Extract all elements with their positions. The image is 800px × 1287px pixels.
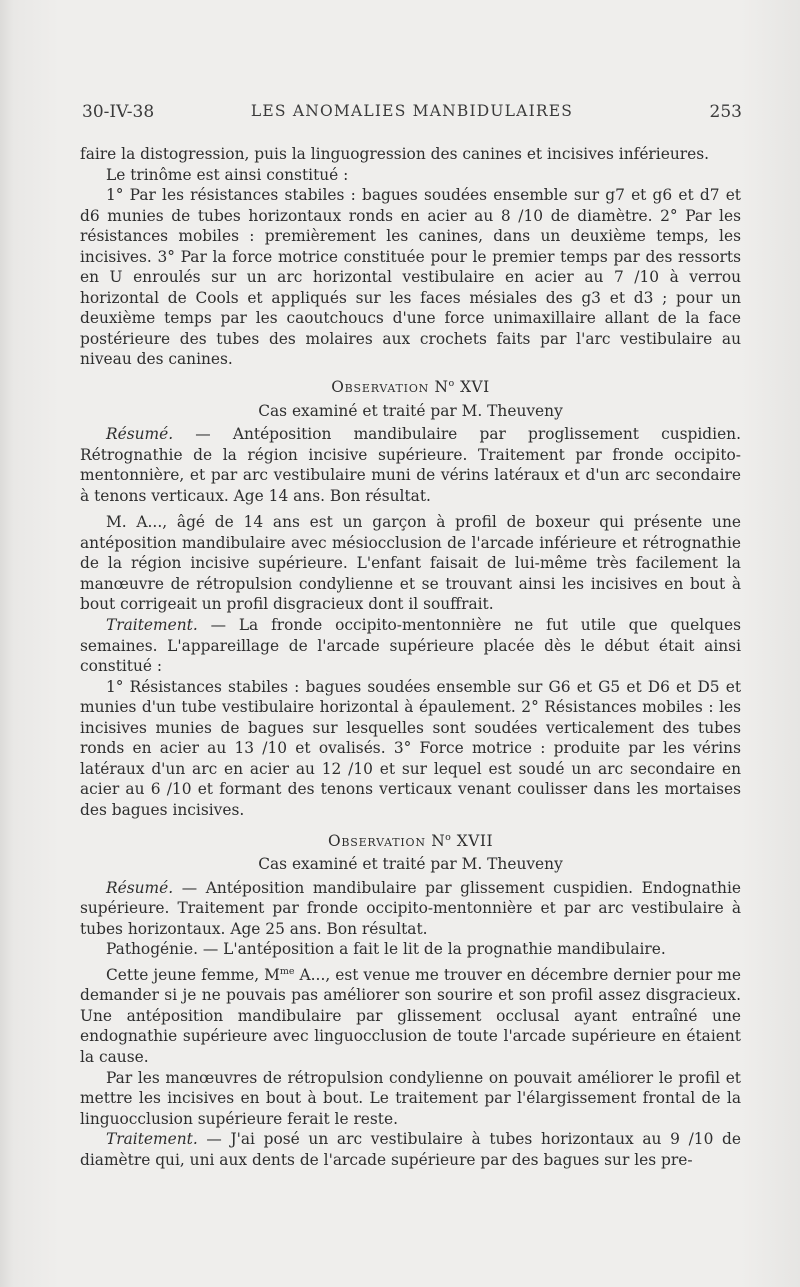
paragraph-trinome-intro: Le trinôme est ainsi constitué :: [106, 165, 349, 184]
observation-17-title: Observation $N^o$ XVII: [327, 831, 494, 850]
observation-17-subtitle: Cas examiné et traité par M. Theuveny: [258, 855, 563, 874]
paragraph-continuation: faire la distogression, puis la linguogression des canines et incisives inférieures.: [80, 145, 709, 163]
observation-17-resume: Résumé. — Antéposition mandibulaire par glissement cuspidien. Endognathie supérieure. Traitement par fronde occipito-mentonnière et par arc vestibulaire à tubes horizontaux. Age 25 ans. Bon résultat.: [80, 878, 741, 938]
observation-16-subtitle: Cas examiné et traité par M. Theuveny: [258, 401, 563, 420]
page-body: [80, 144, 741, 1170]
observation-16-resume: Résumé. — Antéposition mandibulaire par proglissement cuspidien. Rétrognathie de la région incisive supérieure. Traitement par fronde occipito-mentonnière, et par arc vestibulaire muni de vérins latéraux et d'un arc secondaire à tenons verticaux. Age 14 ans. Bon résultat.: [80, 425, 741, 505]
header-date: 30-IV-38: [82, 102, 155, 122]
observation-16-title: Observation $N^o$ XVI: [331, 378, 490, 397]
page-number: 253: [709, 102, 742, 122]
observation-17-manoeuvres: Par les manœuvres de rétropulsion condylienne on pouvait améliorer le profil et mettre les incisives en bout à bout. Le traitement par l'élargissement frontal de la linguocclusion supérieure ferait le reste.: [80, 1068, 741, 1128]
observation-16-appareillage: 1° Résistances stabiles : bagues soudées ensemble sur G6 et G5 et D6 et D5 et munies d'un tube vestibulaire horizontal à épaulement. 2° Résistances mobiles : les incisives munies de bagues sur lesquelles sont soudées verticalement des tubes ronds en acier au 13 /10 et ovalisés. 3° Force motrice : produite par les vérins latéraux d'un arc en acier au 12 /10 et sur lequel est soudé un arc secondaire en acier au 6 /10 et formant des tenons verticaux venant coulisser dans les mortaises des bagues incisives.: [80, 677, 741, 819]
observation-16-traitement: Traitement. — La fronde occipito-mentonnière ne fut utile que quelques semaines. L'appareillage de l'arcade supérieure placée dès le début était ainsi constitué :: [80, 616, 741, 676]
observation-16-case: M. A..., âgé de 14 ans est un garçon à profil de boxeur qui présente une antéposition mandibulaire avec mésiocclusion de l'arcade inférieure et rétrognathie de la région incisive supérieure. L'enfant faisait de lui-même très facilement la manœuvre de rétropulsion condylienne et se trouvant ainsi les incisives en bout à bout corrigeait un profil disgracieux dont il souffrait.: [80, 513, 741, 614]
running-header: [82, 102, 742, 128]
header-title: LES ANOMALIES MANBIDULAIRES: [250, 102, 574, 120]
paragraph-trinome-details: 1° Par les résistances stabiles : bagues soudées ensemble sur g7 et g6 et d7 et d6 munies de tubes horizontaux ronds en acier au 8 /10 de diamètre. 2° Par les résistances mobiles : premièrement les canines, dans un deuxième temps, les incisives. 3° Par la force motrice constituée pour le premier temps par des ressorts en U enroulés sur un arc horizontal vestibulaire en acier au 7 /10 à verrou horizontal de Cools et appliqués sur les faces mésiales des g3 et d3 ; pour un deuxième temps par les caoutchoucs d'une force unimaxillaire allant de la face postérieure des tubes des molaires aux crochets faits par l'arc vestibulaire au niveau des canines.: [80, 186, 741, 369]
observation-17-case: Cette jeune femme, $M^{me}$ A..., est venue me trouver en décembre dernier pour me demander si je ne pouvais pas améliorer son sourire et son profil assez disgracieux. Une antéposition mandibulaire par glissement occlusal ayant entraîné une endognathie supérieure avec linguocclusion de toute l'arcade supérieure en étaient la cause.: [80, 965, 741, 1066]
observation-17-traitement: Traitement. — J'ai posé un arc vestibulaire à tubes horizontaux au 9 /10 de diamètre qui, uni aux dents de l'arcade supérieure par des bagues sur les pre-: [80, 1130, 741, 1169]
observation-17-pathogenie: Pathogénie. — L'antéposition a fait le lit de la prognathie mandibulaire.: [106, 940, 666, 959]
